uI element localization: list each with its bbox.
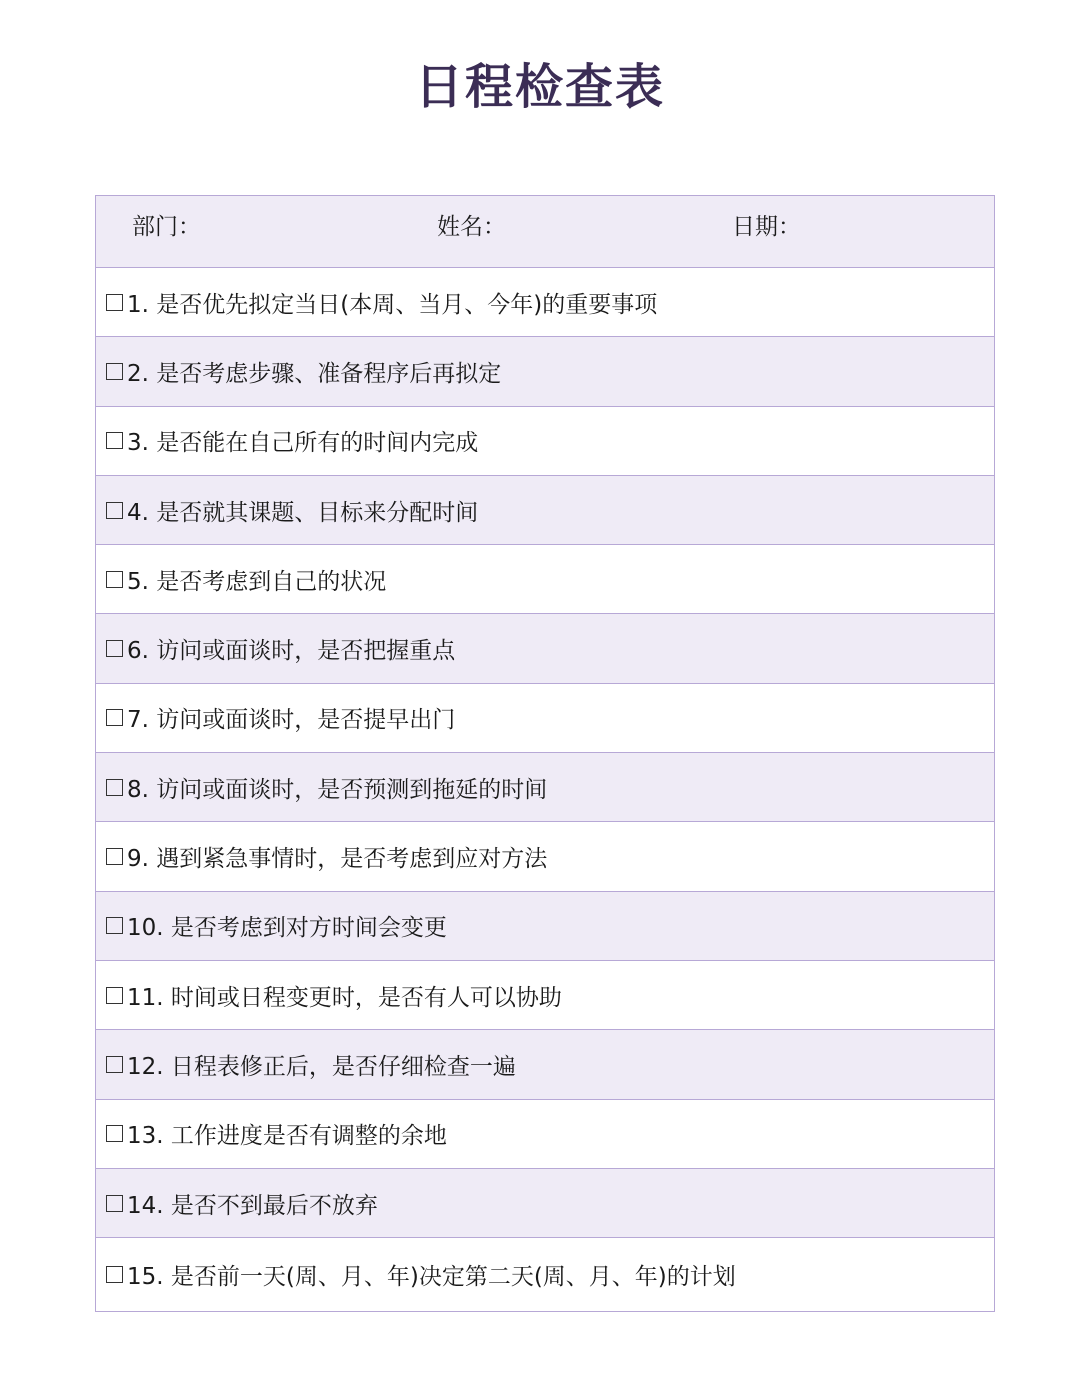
item-text: 5. 是否考虑到自己的状况 (127, 568, 387, 595)
checklist-item (96, 1030, 994, 1099)
checklist-item (96, 545, 994, 614)
checklist-item (96, 614, 994, 683)
checkbox[interactable] (106, 363, 123, 380)
checkbox[interactable] (106, 709, 123, 726)
item-text: 6. 访问或面谈时，是否把握重点 (127, 638, 456, 665)
checklist-item (96, 892, 994, 961)
checkbox[interactable] (106, 779, 123, 796)
item-text: 3. 是否能在自己所有的时间内完成 (127, 430, 479, 457)
checklist-item (96, 684, 994, 753)
checkbox[interactable] (106, 848, 123, 865)
checkbox[interactable] (106, 987, 123, 1004)
checklist-item (96, 1100, 994, 1169)
checklist-item (96, 1238, 994, 1311)
item-text: 1. 是否优先拟定当日(本周、当月、今年)的重要事项 (127, 291, 658, 318)
department-label: 部门： (132, 214, 201, 240)
checklist-item (96, 1169, 994, 1238)
header-row (96, 196, 994, 268)
item-text: 4. 是否就其课题、目标来分配时间 (127, 499, 479, 526)
checkbox[interactable] (106, 432, 123, 449)
item-text: 2. 是否考虑步骤、准备程序后再拟定 (127, 360, 502, 387)
checkbox[interactable] (106, 1195, 123, 1212)
checklist-item (96, 476, 994, 545)
checkbox[interactable] (106, 640, 123, 657)
checkbox[interactable] (106, 571, 123, 588)
item-text: 8. 访问或面谈时，是否预测到拖延的时间 (127, 776, 548, 803)
item-text: 11. 时间或日程变更时，是否有人可以协助 (127, 984, 562, 1011)
checklist-item (96, 407, 994, 476)
name-label: 姓名： (437, 214, 506, 240)
checklist-item (96, 268, 994, 337)
checklist-item (96, 753, 994, 822)
checklist-item (96, 822, 994, 891)
item-text: 14. 是否不到最后不放弃 (127, 1192, 378, 1219)
checkbox[interactable] (106, 294, 123, 311)
date-label: 日期： (732, 214, 801, 240)
checkbox[interactable] (106, 1056, 123, 1073)
item-text: 9. 遇到紧急事情时，是否考虑到应对方法 (127, 846, 548, 873)
checklist-table (95, 195, 995, 1312)
page-title: 日程检查表 (414, 59, 665, 115)
checklist-item (96, 337, 994, 406)
checkbox[interactable] (106, 917, 123, 934)
item-text: 13. 工作进度是否有调整的余地 (127, 1123, 447, 1150)
item-text: 15. 是否前一天(周、月、年)决定第二天(周、月、年)的计划 (127, 1264, 736, 1291)
checkbox[interactable] (106, 1125, 123, 1142)
checkbox[interactable] (106, 1266, 123, 1283)
item-text: 7. 访问或面谈时，是否提早出门 (127, 707, 456, 734)
checkbox[interactable] (106, 502, 123, 519)
item-text: 10. 是否考虑到对方时间会变更 (127, 915, 447, 942)
checklist-item (96, 961, 994, 1030)
item-text: 12. 日程表修正后，是否仔细检查一遍 (127, 1053, 516, 1080)
